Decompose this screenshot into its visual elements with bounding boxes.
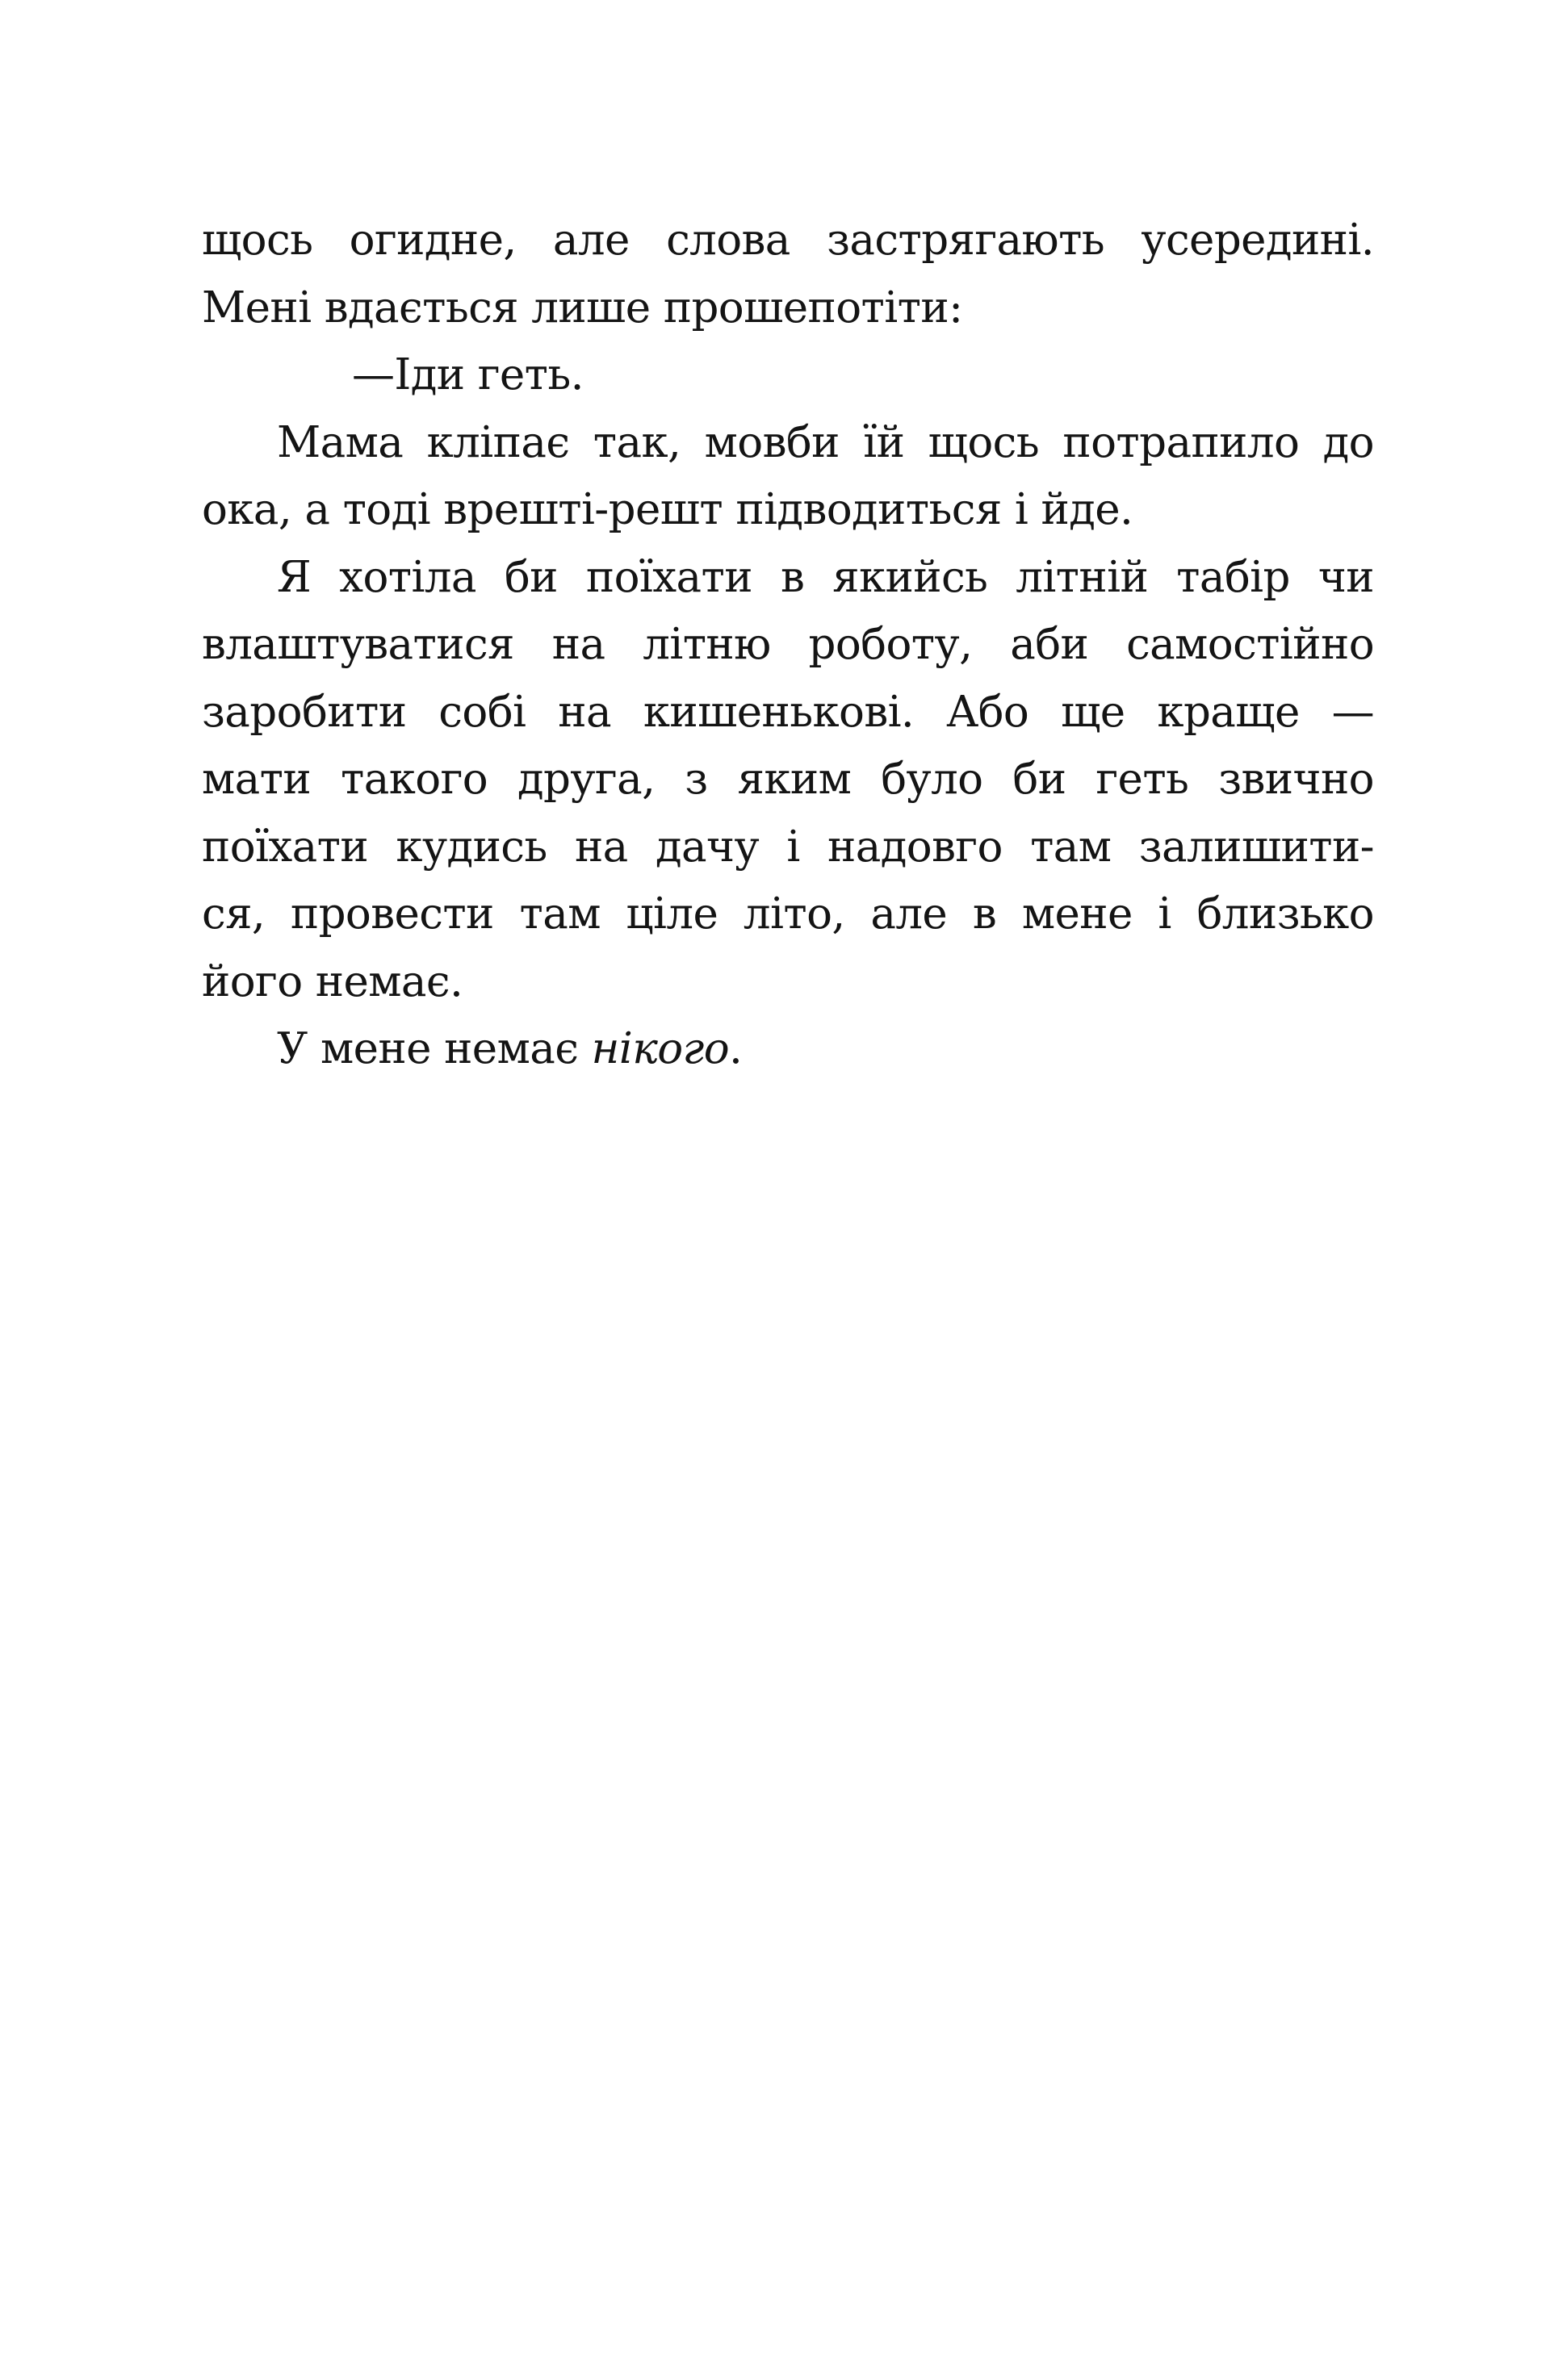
text-line: заробити собі на кишенькові. Або ще краще — xyxy=(202,687,1374,737)
paragraph-dialogue xyxy=(202,341,1374,409)
text-line: ся, провести там ціле літо, але в мене і близько xyxy=(202,889,1374,939)
text-line: ока, а тоді врешті-решт підводиться і йде. xyxy=(202,485,1133,534)
text-line: влаштуватися на літню роботу, аби самостійно xyxy=(202,620,1374,669)
text-line: мати такого друга, з яким було би геть звично xyxy=(202,755,1374,804)
text-line: Мені вдається лише прошепотіти: xyxy=(202,282,963,333)
text-line: Я хотіла би поїхати в якийсь літній табір чи xyxy=(277,552,1374,602)
text-line: Мама кліпає так, мовби їй щось потрапило до xyxy=(277,417,1374,467)
emphasized-word: нікого xyxy=(591,1024,730,1073)
text-line: щось огидне, але слова застрягають усередині. xyxy=(202,215,1374,265)
paragraph-1 xyxy=(202,207,1374,341)
paragraph-3 xyxy=(202,409,1374,544)
text-line: його немає. xyxy=(202,956,463,1006)
text-line: поїхати кудись на дачу і надовго там залишити- xyxy=(202,822,1374,872)
text-run: У мене немає xyxy=(277,1024,592,1073)
paragraph-4 xyxy=(202,544,1374,1016)
book-page-body xyxy=(202,207,1374,1083)
text-line xyxy=(202,1015,1374,1083)
paragraph-5 xyxy=(202,1015,1374,1083)
text-line: —Іди геть. xyxy=(352,350,584,399)
text-run: . xyxy=(729,1024,743,1073)
